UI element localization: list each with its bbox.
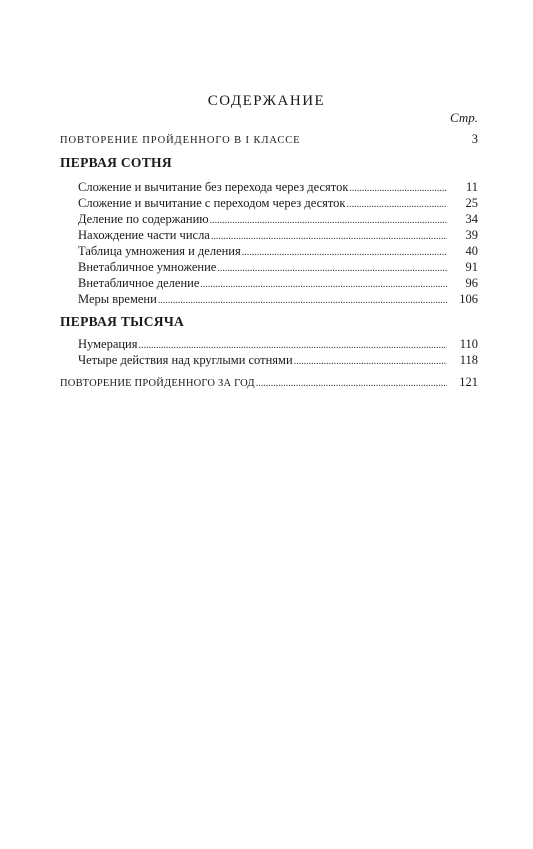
toc-entry[interactable] bbox=[78, 292, 478, 308]
toc-entry[interactable] bbox=[78, 180, 478, 196]
toc-entry-page: 96 bbox=[465, 276, 478, 290]
toc-entry-label: ПОВТОРЕНИЕ ПРОЙДЕННОГО В I КЛАССЕ bbox=[60, 135, 301, 146]
toc-leader bbox=[294, 354, 447, 369]
toc-entry-page: 39 bbox=[465, 228, 478, 242]
toc-entry[interactable] bbox=[78, 337, 478, 353]
toc-leader bbox=[242, 245, 447, 260]
toc-entry-page: 118 bbox=[459, 353, 478, 367]
toc-entry-label: Внетабличное деление bbox=[78, 276, 200, 290]
page-title: СОДЕРЖАНИЕ bbox=[207, 93, 326, 109]
toc-entry-label: Нумерация bbox=[78, 337, 138, 351]
toc-entry-label: Нахождение части числа bbox=[78, 228, 210, 242]
toc-entry-label: Внетабличное умножение bbox=[78, 260, 217, 274]
toc-entry[interactable] bbox=[78, 353, 478, 369]
toc-entry-page: 34 bbox=[465, 212, 478, 226]
toc-entry-page: 110 bbox=[459, 337, 478, 351]
toc-entry[interactable] bbox=[78, 228, 478, 244]
toc-entry-label: Сложение и вычитание с переходом через десяток bbox=[78, 196, 346, 210]
toc-entry[interactable] bbox=[78, 196, 478, 212]
toc-leader bbox=[139, 338, 448, 353]
toc-entry-page: 91 bbox=[465, 260, 478, 274]
toc-leader bbox=[211, 229, 447, 244]
toc-entry-label: Меры времени bbox=[78, 292, 157, 306]
toc-entry[interactable] bbox=[78, 260, 478, 276]
toc-leader bbox=[210, 213, 447, 228]
toc-leader bbox=[158, 293, 447, 308]
toc-entry-page: 11 bbox=[465, 180, 478, 194]
toc-entry-label: Сложение и вычитание без перехода через десяток bbox=[78, 180, 349, 194]
section-heading-first-hundred: ПЕРВАЯ СОТНЯ bbox=[60, 155, 172, 170]
toc-entry-page: 3 bbox=[471, 132, 478, 146]
toc-entry-page: 25 bbox=[465, 196, 478, 210]
toc-entry[interactable] bbox=[78, 276, 478, 292]
toc-entry-label: Деление по содержанию bbox=[78, 212, 209, 226]
toc-leader bbox=[200, 277, 447, 292]
toc-entry-label: Таблица умножения и деления bbox=[78, 244, 241, 258]
toc-entry-page: 121 bbox=[459, 375, 478, 389]
toc-entry-outro[interactable] bbox=[60, 375, 478, 391]
toc-leader bbox=[256, 376, 447, 391]
toc-entry-page: 40 bbox=[465, 244, 478, 258]
page-column-label: Стр. bbox=[450, 110, 478, 125]
toc-entry-intro[interactable] bbox=[60, 132, 478, 148]
toc-entry[interactable] bbox=[78, 212, 478, 228]
toc-entry-page: 106 bbox=[459, 292, 478, 306]
toc-entry-label: Четыре действия над круглыми сотнями bbox=[78, 353, 293, 367]
toc-leader bbox=[217, 261, 447, 276]
section-heading-first-thousand: ПЕРВАЯ ТЫСЯЧА bbox=[60, 314, 185, 329]
toc-entry[interactable] bbox=[78, 244, 478, 260]
toc-leader bbox=[349, 181, 447, 196]
toc-leader bbox=[347, 197, 448, 212]
toc-entry-label: ПОВТОРЕНИЕ ПРОЙДЕННОГО ЗА ГОД bbox=[60, 378, 255, 389]
